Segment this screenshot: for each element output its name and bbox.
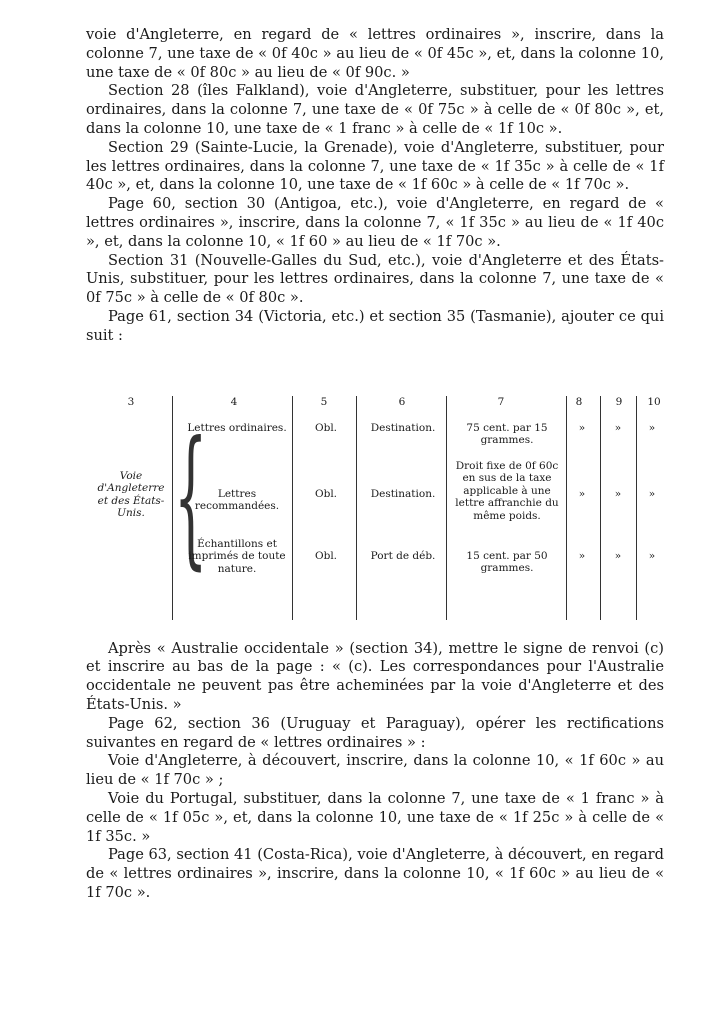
paragraph: Page 61, section 34 (Victoria, etc.) et section 35 (Tasmanie), ajouter ce qui suit : (86, 307, 664, 344)
paragraph: Page 60, section 30 (Antigoa, etc.), voie d'Angleterre, en regard de « lettres ordinaires », inscrire, dans la colonne 7, « 1f 35c » au lieu de « 1f 40c », et, dans la colonne 10, « 1f 60 » au lieu de « 1f 70c ». (86, 195, 664, 250)
paragraph: Après « Australie occidentale » (section 34), mettre le signe de renvoi (c) et inscrire au bas de la page : « (c). Les correspondances pour l'Australie occidentale ne peuvent pas être acheminées par la voie d'Angleterre et des États-Unis. » (86, 639, 664, 713)
row-col9: » (614, 549, 622, 562)
column-rule (172, 396, 173, 620)
column-rule (356, 396, 357, 620)
column-rule (292, 396, 293, 620)
row-type: Lettres recommandées. (194, 487, 280, 513)
row-col10: » (648, 421, 656, 434)
col-header-6: 6 (398, 395, 406, 408)
document-page (86, 26, 664, 903)
row-dest: Destination. (370, 421, 436, 434)
column-rule (566, 396, 567, 620)
col-header-9: 9 (615, 395, 623, 408)
col-header-5: 5 (320, 395, 328, 408)
paragraph: Voie d'Angleterre, à découvert, inscrire, dans la colonne 10, « 1f 60c » au lieu de « 1f 70c » ; (86, 752, 664, 789)
rates-table (86, 360, 664, 622)
row-taxe: 75 cent. par 15 grammes. (466, 421, 548, 447)
row-col8: » (578, 549, 586, 562)
paragraphs-top (86, 26, 664, 346)
paragraph: Page 62, section 36 (Uruguay et Paraguay), opérer les rectifications suivantes en regard de « lettres ordinaires » : (86, 714, 664, 751)
paragraph: Page 63, section 41 (Costa-Rica), voie d'Angleterre, à découvert, en regard de « lettres ordinaires », inscrire, dans la colonne 10, « 1f 60c » au lieu de « 1f 70c ». (86, 846, 664, 901)
row-col9: » (614, 421, 622, 434)
col-header-3: 3 (127, 395, 135, 408)
row-dest: Port de déb. (370, 549, 436, 562)
col-header-7: 7 (497, 395, 505, 408)
column-rule (446, 396, 447, 620)
row-type: Lettres ordinaires. (187, 421, 287, 434)
column-rule (636, 396, 637, 620)
route-label: Voie d'Angleterre et des États-Unis. (97, 469, 165, 520)
row-col10: » (648, 487, 656, 500)
paragraph: voie d'Angleterre, en regard de « lettres ordinaires », inscrire, dans la colonne 7, une taxe de « 0f 40c » au lieu de « 0f 45c », et, dans la colonne 10, une taxe de « 0f 80c » au lieu de « 0f 90c. » (86, 26, 664, 81)
row-taxe: Droit fixe de 0f 60c en sus de la taxe applicable à une lettre affranchie du même poids. (455, 459, 559, 522)
column-rule (600, 396, 601, 620)
paragraphs-bottom (86, 640, 664, 903)
row-col9: » (614, 487, 622, 500)
row-col10: » (648, 549, 656, 562)
col-header-10: 10 (647, 395, 661, 408)
col-header-4: 4 (230, 395, 238, 408)
paragraph: Voie du Portugal, substituer, dans la colonne 7, une taxe de « 1 franc » à celle de « 1f 05c », et, dans la colonne 10, une taxe de « 1f 25c » à celle de « 1f 35c. » (86, 789, 664, 845)
row-type: Échantillons et imprimés de toute nature. (188, 537, 286, 575)
row-dest: Destination. (370, 487, 436, 500)
row-col8: » (578, 487, 586, 500)
paragraph: Section 28 (îles Falkland), voie d'Angleterre, substituer, pour les lettres ordinaires, dans la colonne 7, une taxe de « 0f 75c » à celle de « 0f 80c », et, dans la colonne 10, une taxe de « 1 franc » à celle de « 1f 10c ». (86, 82, 664, 137)
row-obl: Obl. (314, 549, 338, 562)
row-taxe: 15 cent. par 50 grammes. (466, 549, 548, 575)
row-col8: » (578, 421, 586, 434)
brace-icon: { (174, 409, 208, 584)
row-obl: Obl. (314, 487, 338, 500)
col-header-8: 8 (575, 395, 583, 408)
paragraph: Section 31 (Nouvelle-Galles du Sud, etc.), voie d'Angleterre et des États-Unis, substituer, pour les lettres ordinaires, dans la colonne 7, une taxe de « 0f 75c » à celle de « 0f 80c ». (86, 251, 664, 307)
paragraph: Section 29 (Sainte-Lucie, la Grenade), voie d'Angleterre, substituer, pour les lettres ordinaires, dans la colonne 7, une taxe de « 1f 35c » à celle de « 1f 40c », et, dans la colonne 10, une taxe de « 1f 60c » à celle de « 1f 70c ». (86, 138, 664, 194)
row-obl: Obl. (314, 421, 338, 434)
